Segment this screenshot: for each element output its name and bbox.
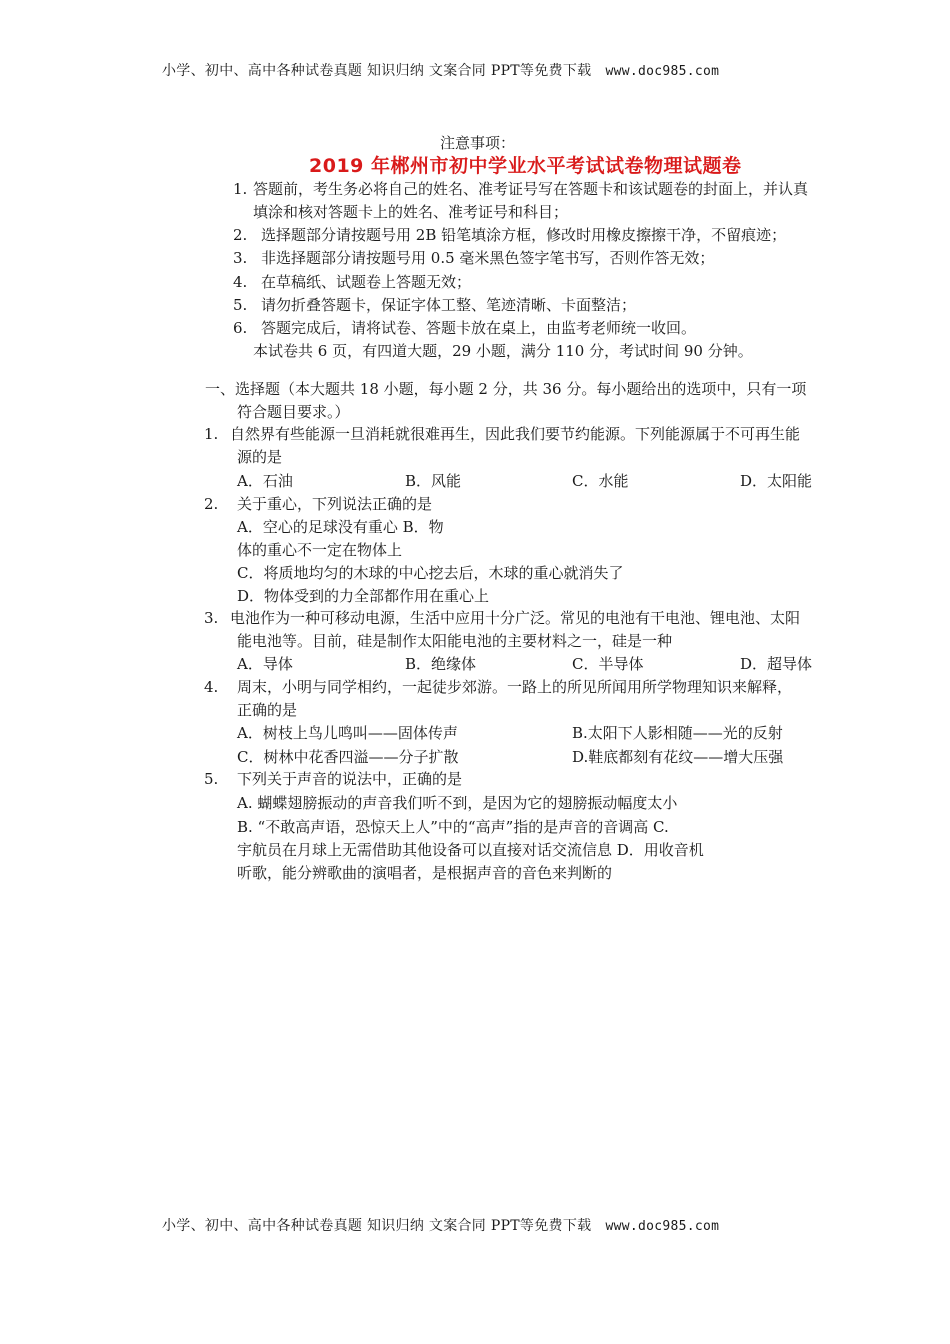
instruction-number: 2. bbox=[233, 226, 248, 244]
question-1 bbox=[204, 423, 800, 445]
question-text: 周末，小明与同学相约，一起徒步郊游。一路上的所见所闻用所学物理知识来解释， bbox=[237, 678, 793, 696]
notice-label: 注意事项： bbox=[440, 134, 516, 152]
q1-option-d: D．太阳能 bbox=[740, 472, 813, 490]
question-text: 电池作为一种可移动电源，生活中应用十分广泛。常见的电池有干电池、锂电池、太阳 bbox=[230, 609, 801, 627]
instruction-text: 非选择题部分请按题号用 0.5 毫米黑色签字笔书写，否则作答无效； bbox=[261, 249, 715, 267]
instruction-6 bbox=[233, 317, 696, 339]
q3-option-c: C．半导体 bbox=[572, 655, 644, 673]
instruction-number: 4. bbox=[233, 273, 248, 291]
question-number: 5. bbox=[204, 770, 219, 788]
question-5 bbox=[204, 768, 462, 790]
page-header bbox=[162, 60, 719, 80]
page-title: 2019 年郴州市初中学业水平考试试卷物理试题卷 bbox=[309, 155, 742, 177]
instruction-2 bbox=[233, 224, 786, 246]
q2-option-c: C．将质地均匀的木球的中心挖去后，木球的重心就消失了 bbox=[237, 564, 624, 582]
q4-option-c: C．树林中花香四溢——分子扩散 bbox=[237, 748, 459, 766]
q3-option-b: B．绝缘体 bbox=[405, 655, 477, 673]
q5-option-a: A. 蝴蝶翅膀振动的声音我们听不到，是因为它的翅膀振动幅度太小 bbox=[237, 794, 678, 812]
q2-options-line2: 体的重心不一定在物体上 bbox=[237, 541, 403, 559]
q5-option-b: B. “不敢高声语，恐惊天上人”中的“高声”指的是声音的音调高 C. bbox=[237, 818, 669, 836]
instruction-number: 1. bbox=[233, 180, 248, 198]
instruction-text: 请勿折叠答题卡，保证字体工整、笔迹清晰、卡面整洁； bbox=[261, 296, 637, 314]
instruction-number: 6. bbox=[233, 319, 248, 337]
question-2 bbox=[204, 493, 432, 515]
instruction-text: 选择题部分请按题号用 2B 铅笔填涂方框，修改时用橡皮擦擦干净，不留痕迹； bbox=[261, 226, 787, 244]
header-site-link[interactable]: www.doc985.com bbox=[605, 64, 720, 79]
header-text: 小学、初中、高中各种试卷真题 知识归纳 文案合同 PPT等免费下载 bbox=[162, 63, 592, 79]
section-heading: 一、选择题（本大题共 18 小题，每小题 2 分，共 36 分。每小题给出的选项中，只有一项 bbox=[205, 380, 807, 398]
q1-option-c: C．水能 bbox=[572, 472, 629, 490]
q3-option-d: D．超导体 bbox=[740, 655, 813, 673]
question-number: 2. bbox=[204, 495, 219, 513]
footer-site-link[interactable]: www.doc985.com bbox=[605, 1219, 720, 1234]
instruction-5 bbox=[233, 294, 636, 316]
instruction-1-cont: 填涂和核对答题卡上的姓名、准考证号和科目； bbox=[253, 203, 569, 221]
question-text: 自然界有些能源一旦消耗就很难再生，因此我们要节约能源。下列能源属于不可再生能 bbox=[230, 425, 801, 443]
instruction-text: 答题前，考生务必将自己的姓名、准考证号写在答题卡和该试题卷的封面上，并认真 bbox=[253, 180, 809, 198]
instruction-number: 5. bbox=[233, 296, 248, 314]
q5-option-c: 宇航员在月球上无需借助其他设备可以直接对话交流信息 D．用收音机 bbox=[237, 841, 704, 859]
question-4 bbox=[204, 676, 792, 698]
q3-option-a: A．导体 bbox=[237, 655, 293, 673]
q4-option-a: A．树枝上鸟儿鸣叫——固体传声 bbox=[237, 724, 458, 742]
q5-option-d: 听歌，能分辨歌曲的演唱者，是根据声音的音色来判断的 bbox=[237, 864, 613, 882]
q4-option-d: D.鞋底都刻有花纹——增大压强 bbox=[572, 748, 784, 766]
instruction-4 bbox=[233, 271, 471, 293]
question-1-cont: 源的是 bbox=[237, 448, 283, 466]
question-number: 1. bbox=[204, 425, 219, 443]
q2-options-line1: A．空心的足球没有重心 B．物 bbox=[237, 518, 444, 536]
question-number: 3. bbox=[204, 609, 219, 627]
footer-text: 小学、初中、高中各种试卷真题 知识归纳 文案合同 PPT等免费下载 bbox=[162, 1218, 592, 1234]
exam-summary: 本试卷共 6 页，有四道大题，29 小题，满分 110 分，考试时间 90 分钟。 bbox=[253, 342, 753, 360]
question-3-cont: 能电池等。目前，硅是制作太阳能电池的主要材料之一，硅是一种 bbox=[237, 632, 673, 650]
instruction-number: 3. bbox=[233, 249, 248, 267]
question-4-cont: 正确的是 bbox=[237, 701, 298, 719]
q4-option-b: B.太阳下人影相随——光的反射 bbox=[572, 724, 783, 742]
q1-option-a: A．石油 bbox=[237, 472, 293, 490]
question-text: 关于重心，下列说法正确的是 bbox=[237, 495, 433, 513]
instruction-1 bbox=[233, 178, 808, 200]
question-3 bbox=[204, 607, 800, 629]
question-number: 4. bbox=[204, 678, 219, 696]
page-footer bbox=[162, 1215, 719, 1235]
instruction-text: 在草稿纸、试题卷上答题无效； bbox=[261, 273, 472, 291]
q1-option-b: B．风能 bbox=[405, 472, 462, 490]
section-heading-cont: 符合题目要求。） bbox=[237, 403, 350, 421]
question-text: 下列关于声音的说法中，正确的是 bbox=[237, 770, 463, 788]
q2-option-d: D．物体受到的力全部都作用在重心上 bbox=[237, 587, 490, 605]
instruction-3 bbox=[233, 247, 714, 269]
instruction-text: 答题完成后，请将试卷、答题卡放在桌上，由监考老师统一收回。 bbox=[261, 319, 697, 337]
